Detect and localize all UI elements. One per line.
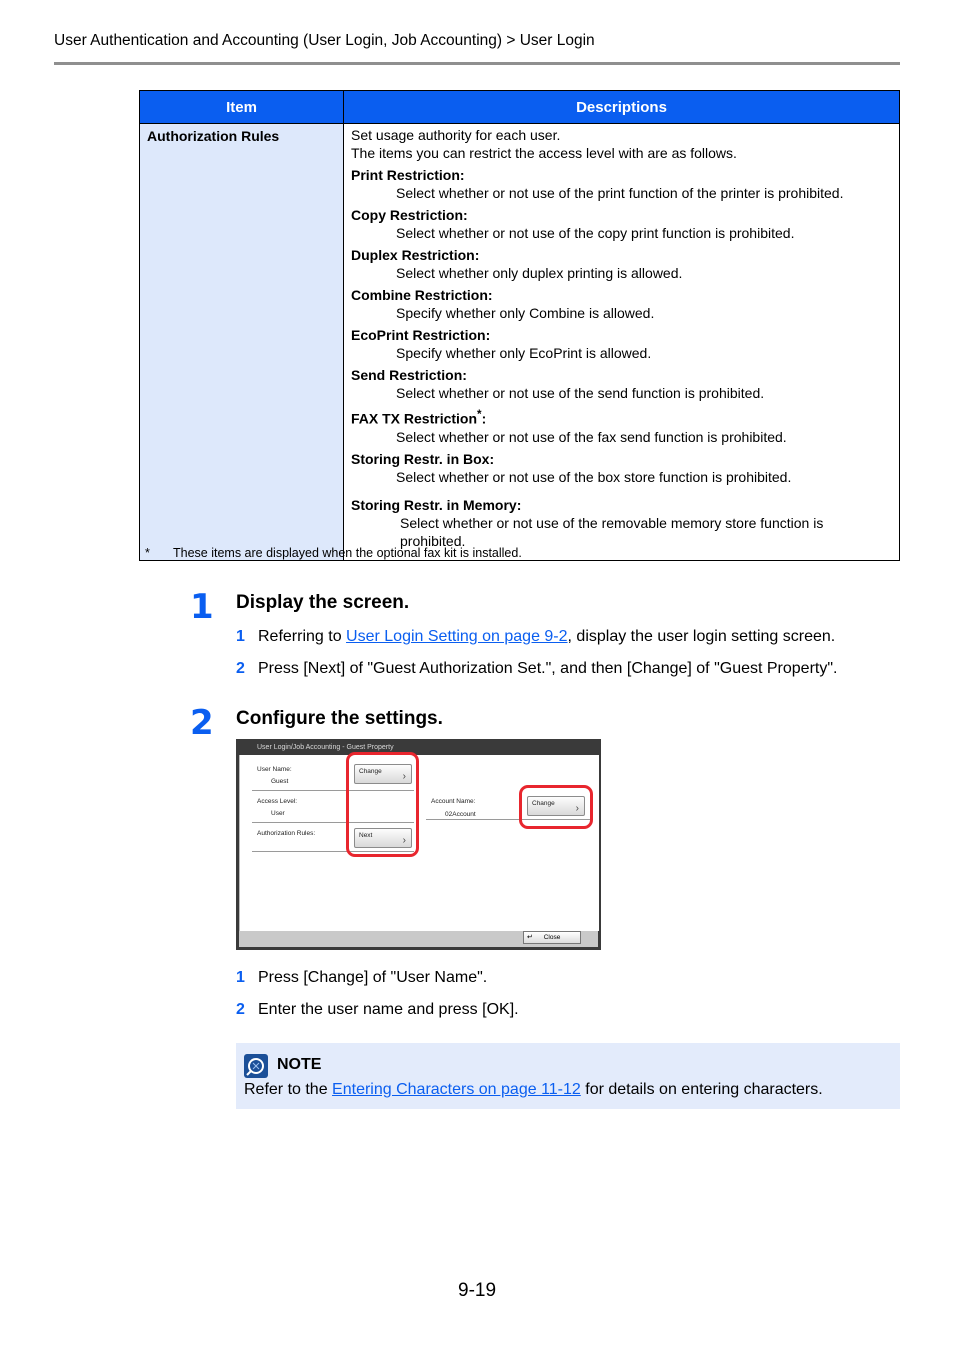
- restriction-title-colon: :: [481, 410, 487, 427]
- description-table: [139, 90, 900, 561]
- button-label: Change: [532, 800, 555, 807]
- restriction-title-text: FAX TX Restriction: [351, 410, 478, 427]
- panel-title: User Login/Job Accounting - Guest Property: [257, 744, 394, 751]
- substep-number: 2: [236, 1001, 245, 1018]
- substep: [236, 1001, 519, 1019]
- restriction-title: Send Restriction:: [351, 367, 467, 383]
- substep-number: 1: [236, 628, 245, 645]
- access-level-label: Access Level:: [257, 798, 298, 805]
- footnote-marker: *: [477, 408, 482, 421]
- account-name-label: Account Name:: [431, 798, 476, 805]
- entering-characters-link[interactable]: Entering Characters on page 11-12: [332, 1081, 581, 1098]
- restriction-text: Select whether or not use of the fax send function is prohibited.: [396, 428, 787, 445]
- return-icon: ↵: [527, 934, 533, 941]
- panel-body: [239, 755, 599, 931]
- restriction-text: Select whether or not use of the copy print function is prohibited.: [396, 225, 795, 241]
- column-header-item: Item: [140, 91, 344, 124]
- user-name-value: Guest: [271, 778, 289, 785]
- restriction-text: Specify whether only EcoPrint is allowed.: [396, 345, 652, 361]
- button-label: Close: [543, 934, 561, 941]
- item-cell: Authorization Rules: [140, 124, 344, 561]
- restriction-title: [351, 406, 892, 428]
- note-text-post: for details on entering characters.: [580, 1081, 823, 1098]
- restriction-title: Duplex Restriction:: [351, 247, 480, 263]
- intro-text: The items you can restrict the access level with are as follows.: [351, 145, 737, 161]
- highlight-frame: [346, 752, 419, 857]
- close-button[interactable]: [523, 931, 581, 944]
- step-number: 1: [190, 587, 214, 627]
- note-title: NOTE: [277, 1056, 322, 1073]
- button-label: Change: [359, 768, 382, 775]
- note-icon: [244, 1054, 268, 1078]
- restriction-text: Select whether or not use of the print function of the printer is prohibited.: [396, 185, 844, 201]
- note-box: [236, 1043, 900, 1109]
- note-text: [244, 1081, 823, 1099]
- restriction-send: [351, 366, 892, 402]
- restriction-copy: [351, 206, 892, 242]
- restriction-combine: [351, 286, 892, 322]
- substep: [236, 660, 837, 678]
- substep-number: 1: [236, 969, 245, 986]
- column-header-descriptions: Descriptions: [344, 91, 900, 124]
- restriction-title: Combine Restriction:: [351, 287, 493, 303]
- footnote-mark: *: [145, 546, 150, 560]
- footnote-text: These items are displayed when the optional fax kit is installed.: [173, 546, 522, 560]
- access-level-value: User: [271, 810, 285, 817]
- restriction-text: Select whether only duplex printing is allowed.: [396, 265, 683, 281]
- table-row: [140, 124, 900, 561]
- restriction-ecoprint: [351, 326, 892, 362]
- restriction-text: Specify whether only Combine is allowed.: [396, 305, 655, 321]
- user-name-label: User Name:: [257, 766, 292, 773]
- page-number: 9-19: [458, 1280, 497, 1301]
- restriction-title: EcoPrint Restriction:: [351, 327, 491, 343]
- restriction-title: Print Restriction:: [351, 167, 465, 183]
- substep-text: Referring to: [258, 628, 347, 645]
- note-text-pre: Refer to the: [244, 1081, 333, 1098]
- restriction-title: Storing Restr. in Box:: [351, 450, 495, 467]
- restriction-title: Copy Restriction:: [351, 207, 468, 223]
- substep: [236, 969, 487, 987]
- breadcrumb: User Authentication and Accounting (User Login, Job Accounting) > User Login: [54, 32, 595, 49]
- substep-text: , display the user login setting screen.: [567, 628, 836, 645]
- substep-number: 2: [236, 660, 245, 677]
- substep: [236, 628, 835, 646]
- substep-text: Press [Change] of "User Name".: [258, 969, 488, 986]
- restriction-title: Storing Restr. in Memory:: [351, 496, 522, 513]
- restriction-box: [351, 450, 892, 486]
- step-title: Configure the settings.: [236, 708, 443, 729]
- user-login-setting-link[interactable]: User Login Setting on page 9-2: [346, 628, 568, 645]
- chevron-right-icon: ›: [402, 771, 406, 782]
- step-title: Display the screen.: [236, 592, 410, 613]
- button-label: Next: [359, 832, 373, 839]
- authorization-rules-label: Authorization Rules:: [257, 830, 316, 837]
- restriction-duplex: [351, 246, 892, 282]
- restriction-text: Select whether or not use of the box store function is prohibited.: [396, 468, 792, 485]
- footnote: [145, 546, 522, 560]
- restriction-memory: [351, 496, 892, 550]
- step-number: 2: [190, 703, 214, 743]
- restriction-fax-tx: [351, 406, 892, 446]
- intro-text: Set usage authority for each user.: [351, 127, 561, 143]
- chevron-right-icon: ›: [575, 803, 579, 814]
- restriction-text: Select whether or not use of the removable memory store function is prohibited.: [400, 514, 824, 549]
- restriction-print: [351, 166, 892, 202]
- header-divider: [54, 62, 900, 65]
- account-name-value: 02Account: [445, 811, 476, 818]
- substep-text: Press [Next] of "Guest Authorization Set.", and then [Change] of "Guest Property".: [258, 660, 838, 677]
- description-cell: [344, 124, 900, 561]
- guest-property-screen: [236, 739, 601, 950]
- highlight-frame: [519, 785, 593, 829]
- substep-text: Enter the user name and press [OK].: [258, 1001, 519, 1018]
- chevron-right-icon: ›: [402, 835, 406, 846]
- restriction-text: Select whether or not use of the send function is prohibited.: [396, 385, 765, 401]
